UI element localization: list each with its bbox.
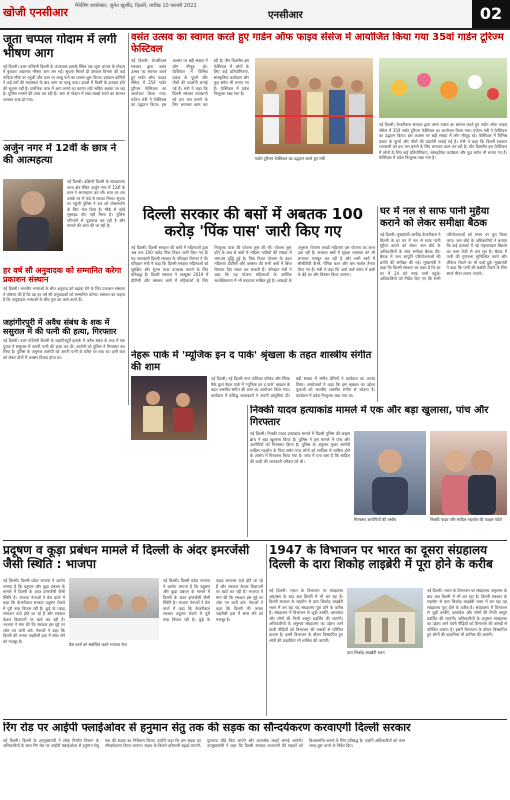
person-photo-icon <box>354 431 426 515</box>
newspaper-brand: खोजी एनसीआर <box>3 6 68 19</box>
story-body-continued: नई दिल्ली। भारत के विभाजन पर संग्रहालय अमृतसर के बाद अब दिल्ली में भी बन रहा है। दिल्ली सरकार के सहयोग से दारा शिकोह लाइब्रेरी भवन में बन रहा यह संग्रहालय पूरा होने के करीब है। संग्रहालय में विभाजन से जुड़ी तस्वीरें, दस्तावेज और लोगों की निजी वस्तुएं प्रदर्शित की जाएंगी। अधिकारियों के अनुसार संग्रहालय का उद्देश्य आने वाली पीढ़ियों को विभाजन की त्रासदी से परिचित कराना है। इसमें विभाजन के दौरान विस्थापित हुए लोगों की कहानियां भी शामिल की जाएंगी। <box>427 588 507 637</box>
story-body: नई दिल्ली। नई दिल्ली नगर पालिका परिषद और स्पिक मैके द्वारा नेहरू पार्क में 'म्यूजिक इन द पार्क' श्रृंखला के तहत शास्त्रीय संगीत की शाम का आयोजन किया गया। कार्यक्रम में प्रसिद्ध कलाकारों ने अपनी प्रस्तुतियां दीं। बड़ी संख्या में संगीत प्रेमियों ने कार्यक्रम का आनंद लिया। आयोजकों ने कहा कि इस श्रृंखला का उद्देश्य युवाओं को भारतीय शास्त्रीय संगीत से जोड़ना है। कार्यक्रम में प्रवेश निःशुल्क रखा गया था। <box>211 376 375 398</box>
story-body: नई दिल्ली। भारत के विभाजन पर संग्रहालय अमृतसर के बाद अब दिल्ली में भी बन रहा है। दिल्ली सरकार के सहयोग से दारा शिकोह लाइब्रेरी भवन में बन रहा यह संग्रहालय पूरा होने के करीब है। संग्रहालय में विभाजन से जुड़ी तस्वीरें, दस्तावेज और लोगों की निजी वस्तुएं प्रदर्शित की जाएंगी। अधिकारियों के अनुसार संग्रहालय का उद्देश्य आने वाली पीढ़ियों को विभाजन की त्रासदी से परिचित कराना है। इसमें विभाजन के दौरान विस्थापित हुए लोगों की कहानियां भी शामिल की जाएंगी। <box>269 588 343 643</box>
musicians-icon <box>131 376 207 440</box>
story-headline: प्रदूषण व कूड़ा प्रबंधन मामले में दिल्ली के अंदर इमरजेंसी जैसी स्थिति : भाजपा <box>3 544 250 571</box>
story-headline: घर में नल से साफ पानी मुहैया कराने को लेकर समीक्षा बैठक <box>380 206 490 229</box>
story-pollution-bjp <box>3 544 263 716</box>
story-photo <box>131 376 207 440</box>
person-silhouette-icon <box>3 179 63 251</box>
story-headline: जूता चप्पल गोदाम में लगी भीषण आग <box>3 33 117 60</box>
flowers-icon <box>379 58 507 118</box>
story-body: नई दिल्ली। मुख्यमंत्री अरविंद केजरीवाल ने दिल्ली के हर घर में नल से साफ पानी मुहैया कराने को लेकर जल बोर्ड के अधिकारियों के साथ समीक्षा बैठक की। बैठक में जल आपूर्ति परियोजनाओं की प्रगति की समीक्षा की गई। मुख्यमंत्री ने कहा कि दिल्ली सरकार का लक्ष्य है कि हर घर में 24 घंटे साफ पानी पहुंचे। अधिकारियों को निर्देश दिए गए कि सभी परियोजनाओं को समय पर पूरा किया जाए। जल बोर्ड के अधिकारियों ने बताया कि कई इलाकों में नई पाइपलाइन बिछाने का काम तेजी से चल रहा है। बैठक में पानी की गुणवत्ता सुनिश्चित करने और लीकेज रोकने पर भी चर्चा हुई। मुख्यमंत्री ने कहा कि पानी की बर्बादी रोकने के लिए स्मार्ट मीटर लगाए जाएंगे। <box>380 232 507 281</box>
photo-caption: निक्की यादव और साहिल गहलोत की फाइल फोटो <box>430 517 502 522</box>
section-title: एनसीआर <box>268 10 303 21</box>
accused-photo <box>354 431 426 515</box>
group-photo-icon <box>255 58 373 154</box>
story-body: नई दिल्ली। केजरीवाल सरकार द्वारा वसंत उत्सव का स्वागत करते हुए गार्डन ऑफ फाइव सेंसेज में 35वें गार्डन टूरिज्म फेस्टिवल का आयोजन किया गया। पर्यटन मंत्री ने फेस्टिवल का उद्घाटन किया। इस अवसर पर बड़ी संख्या में लोग मौजूद रहे। फेस्टिवल में विभिन्न प्रकार के फूलों और पौधों की प्रदर्शनी लगाई गई है। मंत्री ने कहा कि दिल्ली सरकार राजधानी को हरा भरा बनाने के लिए लगातार काम कर रही है। तीन दिवसीय इस फेस्टिवल में लोगों के लिए कई प्रतियोगिताएं, सांस्कृतिक कार्यक्रम और फूड स्टॉल भी लगाए गए हैं। फेस्टिवल में प्रवेश निःशुल्क रखा गया है। <box>131 58 249 107</box>
story-headline: दिल्ली सरकार की बसों में अबतक 100 करोड़ 'पिंक पास' जारी किए गए <box>142 206 364 241</box>
story-headline: नेहरू पार्क में 'म्यूजिक इन द पार्क' श्रृंखला के तहत शास्त्रीय संगीत की शाम <box>131 350 372 373</box>
story-body: नई दिल्ली। दक्षिणी दिल्ली के सफदरजंग थाना क्षेत्र स्थित अर्जुन नगर में 12वीं के छात्र ने आत्महत्या कर ली। छात्र का शव उसके घर में फंदे से लटका मिला। सूचना पर पहुंची पुलिस ने शव को पोस्टमार्टम के लिए भेज दिया है। मौके से कोई सुसाइड नोट नहीं मिला है। पुलिस परिजनों से पूछताछ कर रही है और मामले की जांच की जा रही है। <box>67 179 125 228</box>
photo-caption: प्रेस वार्ता को संबोधित करते भाजपा नेता <box>69 642 127 647</box>
page-number: 02 <box>472 0 510 28</box>
press-conference-photo <box>69 578 159 640</box>
story-body: नई दिल्ली। दिल्ली सरकार की बसों में महिलाओं द्वारा अब तक 100 करोड़ पिंक टिकट जारी किए गए हैं। यह जानकारी दिल्ली सरकार के परिवहन विभाग ने दी। परिवहन मंत्री ने कहा कि दिल्ली सरकार महिलाओं को सुरक्षित और सुगम यात्रा उपलब्ध कराने के लिए प्रतिबद्ध है। दिल्ली सरकार ने अक्टूबर 2019 में डीटीसी और क्लस्टर बसों में महिलाओं के लिए निःशुल्क यात्रा की योजना शुरू की थी। योजना शुरू होने के बाद से बसों में महिला यात्रियों की संख्या में लगातार वृद्धि हुई है। पिंक टिकट योजना के तहत महिलाएं डीटीसी और क्लस्टर की सभी बसों में बिना किराया दिए सफर कर सकती हैं। परिवहन मंत्री ने कहा कि यह योजना महिलाओं के आर्थिक सशक्तिकरण में भी मददगार साबित हुई है। आंकड़ों के अनुसार रोजाना लाखों महिलाएं इस योजना का लाभ उठा रही हैं। सरकार बसों में सुरक्षा व्यवस्था को भी लगातार मजबूत कर रही है और सभी बसों में सीसीटीवी कैमरे, पैनिक बटन और बस मार्शल तैनात किए गए हैं। मंत्री ने कहा कि आने वाले समय में बसों के बेड़े का और विस्तार किया जाएगा। <box>131 244 375 283</box>
story-body: नई दिल्ली। निक्की यादव हत्याकांड मामले में दिल्ली पुलिस की क्राइम ब्रांच ने बड़ा खुलासा किया है। पुलिस ने इस मामले में पांच और आरोपियों को गिरफ्तार किया है। पुलिस के अनुसार मुख्य आरोपी साहिल गहलोत के पिता समेत पांच लोगों को साजिश में शामिल होने के आरोप में गिरफ्तार किया गया है। जांच में पता चला है कि साहिल की शादी की जानकारी परिवार को थी। <box>250 431 350 464</box>
story-headline: निक्की यादव हत्याकांड मामले में एक और बड़ा खुलासा, पांच और गिरफ्तार <box>250 405 489 428</box>
story-body: नई दिल्ली। भारतीय भाषाओं के बीच अनुवाद को बढ़ावा देने के लिए प्रकाशन संस्थान ने घोषणा की है कि वह हर वर्ष सौ अनुवादकों को सम्मानित करेगा। संस्थान का कहना है कि अनुवादक भाषाओं के बीच पुल का काम करते हैं। <box>3 286 125 303</box>
story-headline: अर्जुन नगर में 12वीं के छात्र ने की आत्महत्या <box>3 143 117 166</box>
photo-caption: दारा शिकोह लाइब्रेरी भवन <box>347 650 385 655</box>
story-arjun-nagar <box>3 143 125 263</box>
story-body: नई दिल्ली। दिल्ली प्रदेश भाजपा ने आरोप लगाया है कि प्रदूषण और कूड़ा प्रबंधन के मामले में दिल्ली के अंदर इमरजेंसी जैसी स्थिति है। भाजपा नेताओं ने प्रेस वार्ता में कहा कि केजरीवाल सरकार प्रदूषण रोकने में पूरी तरह विफल रही है। कूड़े के पहाड़ लगातार ऊंचे होते जा रहे हैं और सरकार केवल विज्ञापनों पर खर्च कर रही है। भाजपा ने मांग की कि सरकार इस मुद्दे पर श्वेत पत्र जारी करे। नेताओं ने कहा कि दिल्ली की जनता जहरीली हवा में सांस लेने को मजबूर है। <box>3 578 65 644</box>
story-partition-museum <box>269 544 507 716</box>
story-body: नई दिल्ली। दिल्ली के उपमुख्यमंत्री ने लोक निर्माण विभाग के अधिकारियों के साथ रिंग रोड पर आईपी फ्लाईओवर से हनुमान सेतु तक की सड़क का निरीक्षण किया। उन्होंने कहा कि इस सड़क का सौन्दर्यकरण किया जाएगा। सड़क के किनारे हरियाली बढ़ाई जाएगी, फुटपाथ चौड़े किए जाएंगे और आकर्षक लाइटें लगाई जाएंगी। उपमुख्यमंत्री ने कहा कि दिल्ली सरकार राजधानी की सड़कों को विश्वस्तरीय बनाने के लिए प्रतिबद्ध है। उन्होंने अधिकारियों को काम जल्द शुरू करने के निर्देश दिए। <box>3 737 405 749</box>
story-headline: जहांगीरपुरी में अवैध संबंध के शक में ससुराल में की पत्नी की हत्या, गिरफ्तार <box>3 318 117 337</box>
story-translators <box>3 266 125 316</box>
story-headline: रिंग रोड पर आईपी फ्लाईओवर से हनुमान सेतु तक की सड़क का सौन्दर्यकरण करवाएगी दिल्ली सरकार <box>3 722 411 734</box>
story-photo <box>3 179 63 251</box>
story-murder-case <box>250 405 507 537</box>
victim-photo <box>430 431 507 515</box>
story-body: नई दिल्ली। उत्तर पश्चिमी दिल्ली के जहांगीरपुरी इलाके में अवैध संबंध के शक में एक युवक ने ससुराल में अपनी पत्नी की हत्या कर दी। आरोपी को पुलिस ने गिरफ्तार कर लिया है। पुलिस के अनुसार आरोपी को अपनी पत्नी के चरित्र पर शक था। इसी बात को लेकर दोनों में अक्सर विवाद होता था। <box>3 338 125 360</box>
masthead-meta: मैनेजिंग डायरेक्टर, जुनेत खुर्शीद, दिल्ली, तारीख 10 फरवरी 2022 <box>75 3 197 9</box>
library-photo <box>347 588 423 648</box>
photo-caption: गिरफ्तार आरोपियों की तस्वीर <box>354 517 397 522</box>
story-jahangirpuri <box>3 318 125 402</box>
story-warehouse-fire <box>3 33 125 137</box>
story-garden-festival <box>131 32 507 200</box>
story-photo-ribbon <box>255 58 373 154</box>
story-body-continued: नई दिल्ली। दिल्ली प्रदेश भाजपा ने आरोप लगाया है कि प्रदूषण और कूड़ा प्रबंधन के मामले में दिल्ली के अंदर इमरजेंसी जैसी स्थिति है। भाजपा नेताओं ने प्रेस वार्ता में कहा कि केजरीवाल सरकार प्रदूषण रोकने में पूरी तरह विफल रही है। कूड़े के पहाड़ लगातार ऊंचे होते जा रहे हैं और सरकार केवल विज्ञापनों पर खर्च कर रही है। भाजपा ने मांग की कि सरकार इस मुद्दे पर श्वेत पत्र जारी करे। नेताओं ने कहा कि दिल्ली की जनता जहरीली हवा में सांस लेने को मजबूर है। <box>163 578 263 622</box>
photo-caption: गार्डन टूरिज्म फेस्टिवल का उद्घाटन करते हुए मंत्री <box>255 156 325 161</box>
story-headline: हर वर्ष सौ अनुवादक को सम्मानित करेगा प्रकाशन संस्थान <box>3 266 122 285</box>
story-pink-pass <box>131 206 375 346</box>
story-ring-road <box>3 722 507 798</box>
masthead <box>0 0 510 30</box>
couple-photo-icon <box>430 431 507 515</box>
story-body-continued: नई दिल्ली। केजरीवाल सरकार द्वारा वसंत उत्सव का स्वागत करते हुए गार्डन ऑफ फाइव सेंसेज में 35वें गार्डन टूरिज्म फेस्टिवल का आयोजन किया गया। पर्यटन मंत्री ने फेस्टिवल का उद्घाटन किया। इस अवसर पर बड़ी संख्या में लोग मौजूद रहे। फेस्टिवल में विभिन्न प्रकार के फूलों और पौधों की प्रदर्शनी लगाई गई है। मंत्री ने कहा कि दिल्ली सरकार राजधानी को हरा भरा बनाने के लिए लगातार काम कर रही है। तीन दिवसीय इस फेस्टिवल में लोगों के लिए कई प्रतियोगिताएं, सांस्कृतिक कार्यक्रम और फूड स्टॉल भी लगाए गए हैं। फेस्टिवल में प्रवेश निःशुल्क रखा गया है। <box>379 122 507 160</box>
story-body: नई दिल्ली। उत्तर पश्चिमी दिल्ली के कंजावला इलाके स्थित एक जूता चप्पल के गोदाम में बुधवार अचानक भीषण आग लग गई। सूचना मिलते ही दमकल विभाग की कई गाड़ियां मौके पर पहुंचीं और आग पर काबू पाने का प्रयास शुरू किया। दमकल कर्मियों ने कई घंटों की मशक्कत के बाद आग पर काबू पाया। हादसे में किसी के हताहत होने की सूचना नहीं है। प्रारंभिक जांच में आग लगने का कारण शॉर्ट सर्किट बताया जा रहा है। पुलिस मामले की जांच कर रही है। आग से गोदाम में रखा लाखों रुपये का सामान जलकर राख हो गया। <box>3 63 125 102</box>
story-headline: वसंत उत्सव का स्वागत करते हुए गार्डन ऑफ फाइव सेंसेज में आयोजित किया गया 35वां गार्डन टूरिज्म फेस्टिवल <box>131 32 504 55</box>
building-icon <box>347 588 423 648</box>
story-water-review <box>380 206 507 402</box>
story-headline: 1947 के विभाजन पर भारत का दूसरा संग्रहालय दिल्ली के दारा शिकोह लाइब्रेरी में पूरा होने के करीब <box>269 544 493 571</box>
story-photo-flowers <box>379 58 507 118</box>
press-conference-icon <box>69 578 159 640</box>
